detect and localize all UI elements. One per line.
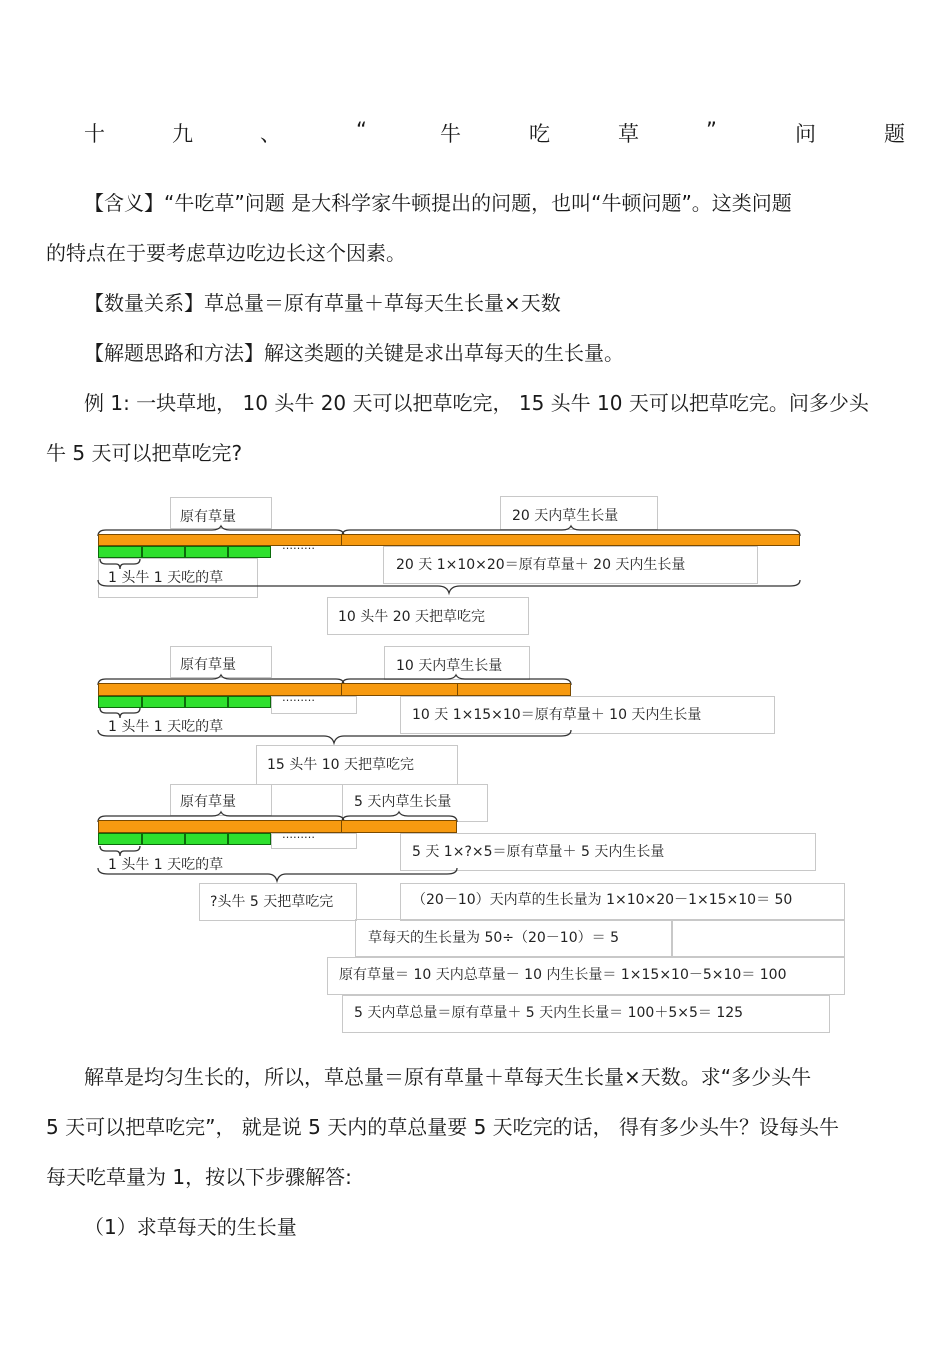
title-char: 十 bbox=[84, 122, 105, 146]
summary-text: 10 头牛 20 天把草吃完 bbox=[338, 609, 485, 625]
bar-divider bbox=[341, 683, 342, 696]
original-grass-label: 原有草量 bbox=[180, 657, 236, 673]
original-grass-calc: 原有草量＝ 10 天内总草量－ 10 内生长量＝ 1×15×10－5×10＝ 100 bbox=[339, 967, 787, 983]
brace-bottom bbox=[98, 580, 800, 594]
growth-label: 20 天内草生长量 bbox=[512, 508, 619, 524]
five-day-total-calc: 5 天内草总量＝原有草量＋ 5 天内生长量＝ 100＋5×5＝ 125 bbox=[354, 1005, 744, 1021]
title-char: ” bbox=[706, 118, 717, 142]
ellipsis: ……… bbox=[282, 828, 315, 841]
title-char: 九 bbox=[172, 122, 193, 146]
cow-day-block bbox=[185, 696, 228, 708]
cow-day-block bbox=[185, 833, 228, 845]
formula-text: 20 天 1×10×20＝原有草量＋ 20 天内生长量 bbox=[396, 557, 686, 573]
title-char: 牛 bbox=[440, 122, 461, 146]
title-char: 问 bbox=[795, 122, 816, 146]
example-line-1: 例 1: 一块草地， 10 头牛 20 天可以把草吃完， 15 头牛 10 天可以把草吃完。问多少头 bbox=[84, 391, 869, 415]
quantity-relation: 【数量关系】草总量＝原有草量＋草每天生长量×天数 bbox=[84, 291, 561, 315]
cow-day-block bbox=[98, 696, 142, 708]
title-char: 、 bbox=[260, 122, 281, 146]
label-box bbox=[271, 696, 357, 714]
solution-line-3: 每天吃草量为 1，按以下步骤解答: bbox=[46, 1165, 352, 1189]
bar-divider bbox=[341, 534, 342, 546]
brace-one-cow bbox=[100, 846, 140, 856]
title-char: 草 bbox=[618, 122, 639, 146]
cow-day-block bbox=[228, 696, 271, 708]
ellipsis: ……… bbox=[282, 691, 315, 704]
growth-label: 10 天内草生长量 bbox=[396, 658, 503, 674]
step-1: （1）求草每天的生长量 bbox=[84, 1215, 297, 1239]
original-grass-label: 原有草量 bbox=[180, 509, 236, 525]
definition-line-1: 【含义】“牛吃草”问题 是大科学家牛顿提出的问题，也叫“牛顿问题”。这类问题 bbox=[84, 191, 792, 215]
calc-box bbox=[671, 919, 845, 957]
example-line-2: 牛 5 天可以把草吃完? bbox=[46, 441, 243, 465]
original-grass-label: 原有草量 bbox=[180, 794, 236, 810]
solution-line-1: 解草是均匀生长的，所以，草总量＝原有草量＋草每天生长量×天数。求“多少头牛 bbox=[84, 1065, 812, 1089]
brace-bottom bbox=[98, 730, 571, 744]
cow-day-block bbox=[228, 546, 271, 558]
formula-text: 5 天 1×?×5＝原有草量＋ 5 天内生长量 bbox=[412, 844, 665, 860]
grass-total-bar bbox=[98, 820, 457, 833]
daily-growth-calc: 草每天的生长量为 50÷（20－10）＝ 5 bbox=[368, 930, 619, 946]
cow-day-block bbox=[142, 696, 185, 708]
summary-text: ?头牛 5 天把草吃完 bbox=[210, 894, 334, 910]
title-char: “ bbox=[356, 118, 367, 142]
summary-text: 15 头牛 10 天把草吃完 bbox=[267, 757, 414, 773]
formula-text: 10 天 1×15×10＝原有草量＋ 10 天内生长量 bbox=[412, 707, 702, 723]
cow-day-block bbox=[228, 833, 271, 845]
one-cow-label: 1 头牛 1 天吃的草 bbox=[108, 570, 224, 586]
definition-line-2: 的特点在于要考虑草边吃边长这个因素。 bbox=[46, 241, 406, 265]
solution-line-2: 5 天可以把草吃完”， 就是说 5 天内的草总量要 5 天吃完的话， 得有多少头牛？设每头牛 bbox=[46, 1115, 840, 1139]
brace-one-cow bbox=[100, 708, 140, 718]
cow-day-block bbox=[98, 546, 142, 558]
growth-difference-calc: （20－10）天内草的生长量为 1×10×20－1×15×10＝ 50 bbox=[412, 892, 793, 908]
label-box bbox=[271, 833, 357, 849]
one-cow-label: 1 头牛 1 天吃的草 bbox=[108, 719, 224, 735]
brace-bottom bbox=[98, 868, 457, 882]
one-cow-label: 1 头牛 1 天吃的草 bbox=[108, 857, 224, 873]
ellipsis: ……… bbox=[282, 539, 315, 552]
cow-day-block bbox=[142, 546, 185, 558]
title-char: 吃 bbox=[529, 122, 550, 146]
bar-divider bbox=[457, 683, 458, 696]
growth-label: 5 天内草生长量 bbox=[354, 794, 452, 810]
bar-divider bbox=[341, 820, 342, 833]
grass-total-bar bbox=[98, 534, 800, 546]
brace-one-cow bbox=[100, 559, 140, 569]
grass-total-bar bbox=[98, 683, 571, 696]
cow-day-block bbox=[185, 546, 228, 558]
title-char: 题 bbox=[884, 122, 905, 146]
solution-method: 【解题思路和方法】解这类题的关键是求出草每天的生长量。 bbox=[84, 341, 624, 365]
cow-day-block bbox=[98, 833, 142, 845]
cow-day-block bbox=[142, 833, 185, 845]
